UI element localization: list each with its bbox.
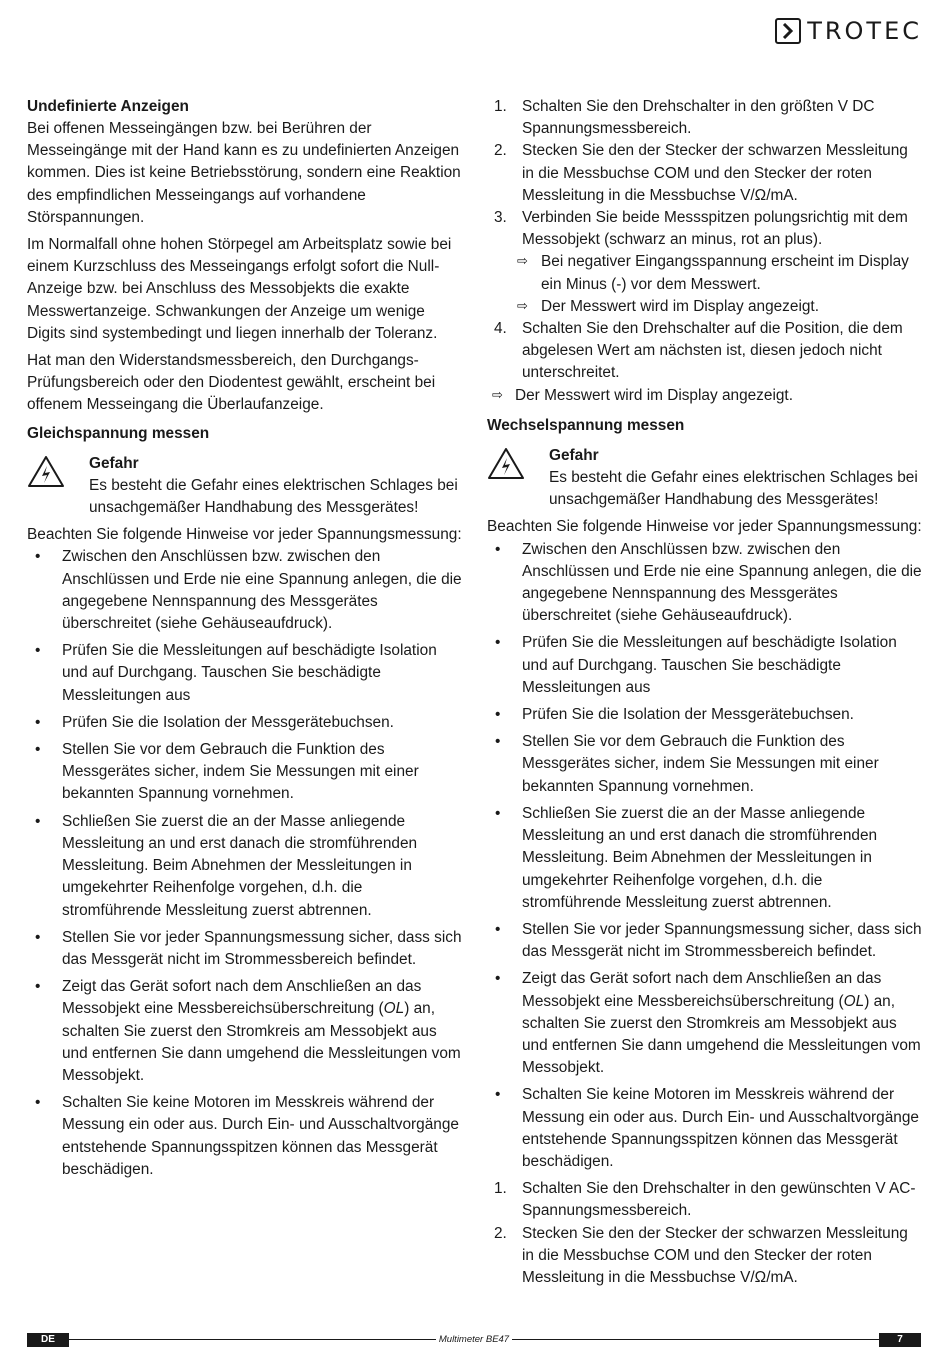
arrow-right-icon: ⇨: [517, 298, 528, 314]
list-item: • Prüfen Sie die Messleitungen auf beschädigte Isolation und auf Durchgang. Tauschen Sie beschädigte Messleitungen aus: [495, 634, 897, 696]
list-item: • Zeigt das Gerät sofort nach dem Anschließen an das Messobjekt eine Messbereichsüberschreitung (OL) an, schalten Sie zuerst den Stromkreis am Messobjekt aus und entfernen Sie dann umgehend die Messleitungen vom Messobjekt.: [35, 978, 461, 1084]
section-heading-dc-voltage: Gleichspannung messen: [27, 424, 210, 442]
result-item: ⇨ Bei negativer Eingangsspannung erscheint im Display ein Minus (-) vor dem Messwert.: [517, 253, 909, 293]
ac-steps-list: [487, 1178, 923, 1289]
bullet-icon: •: [495, 634, 501, 652]
footer-document-title: Multimeter BE47: [436, 1334, 512, 1345]
list-item: • Prüfen Sie die Isolation der Messgerätebuchsen.: [27, 712, 464, 734]
step-item: 2. Stecken Sie den der Stecker der schwarzen Messleitung in die Messbuchse COM und den Stecker der roten Messleitung in die Messbuchse V/Ω/mA.: [494, 1224, 908, 1286]
list-item: • Prüfen Sie die Isolation der Messgerätebuchsen.: [487, 704, 923, 726]
danger-text: Es besteht die Gefahr eines elektrischen Schlages bei unsachgemäßer Handhabung des Messgerätes!: [549, 469, 918, 509]
dc-steps-list: [487, 96, 923, 251]
section-heading-ac-voltage: Wechselspannung messen: [487, 416, 685, 434]
chevron-right-icon: [775, 18, 801, 44]
paragraph: Im Normalfall ohne hohen Störpegel am Arbeitsplatz sowie bei einem Kurzschluss des Messeingangs erfolgt sofort die Null-Anzeige bzw. bei Anschluss des Messobjekts die exakte Messwertanzeige. Schwankungen der Anzeige um wenige Digits sind systembedingt und liegen innerhalb der Toleranz.: [27, 236, 452, 342]
bullet-icon: •: [495, 1086, 501, 1104]
step-item: 2. Stecken Sie den der Stecker der schwarzen Messleitung in die Messbuchse COM und den Stecker der roten Messleitung in die Messbuchse V/Ω/mA.: [494, 142, 908, 204]
step-item: 1. Schalten Sie den Drehschalter in den gewünschten V AC-Spannungsmessbereich.: [494, 1180, 916, 1220]
list-item: • Stellen Sie vor dem Gebrauch die Funktion des Messgerätes sicher, indem Sie Messungen mit einer bekannten Spannung vornehmen.: [35, 741, 419, 803]
footer-language-badge: DE: [27, 1333, 69, 1347]
section-heading-undefined-readings: Undefinierte Anzeigen: [27, 98, 189, 115]
dc-steps-list-continued: [487, 318, 923, 385]
danger-title: Gefahr: [549, 446, 599, 464]
bullet-icon: •: [495, 920, 501, 938]
step-item: 1. Schalten Sie den Drehschalter in den größten V DC Spannungsmessbereich.: [494, 98, 875, 138]
list-item: • Prüfen Sie die Messleitungen auf beschädigte Isolation und auf Durchgang. Tauschen Sie beschädigte Messleitungen aus: [35, 642, 437, 704]
list-item: • Zwischen den Anschlüssen bzw. zwischen den Anschlüssen und Erde nie eine Spannung anlegen, die die angegebene Nennspannung des Messgerätes überschreitet (siehe Gehäuseaufdruck).: [495, 540, 922, 625]
paragraph: Hat man den Widerstandsmessbereich, den Durchgangs-Prüfungsbereich oder den Diodentest gewählt, erscheint bei offenem Messeingang die Überlaufanzeige.: [27, 352, 436, 414]
bullet-list: [487, 539, 923, 1173]
list-item: • Zeigt das Gerät sofort nach dem Anschließen an das Messobjekt eine Messbereichsüberschreitung (OL) an, schalten Sie zuerst den Stromkreis am Messobjekt aus und entfernen Sie dann umgehend die Messleitungen vom Messobjekt.: [495, 970, 921, 1077]
bullet-icon: •: [35, 713, 41, 731]
bullet-icon: •: [495, 540, 501, 558]
bullet-icon: •: [495, 804, 501, 822]
list-item: • Stellen Sie vor jeder Spannungsmessung sicher, dass sich das Messgerät nicht im Strommessbereich befindet.: [495, 920, 922, 961]
list-item: • Stellen Sie vor dem Gebrauch die Funktion des Messgerätes sicher, indem Sie Messungen mit einer bekannten Spannung vornehmen.: [495, 733, 879, 795]
paragraph: Beachten Sie folgende Hinweise vor jeder Spannungsmessung:: [27, 526, 462, 544]
danger-notice: [487, 445, 923, 512]
bullet-list: [27, 546, 464, 1180]
high-voltage-warning-icon: [27, 453, 89, 520]
paragraph: Bei offenen Messeingängen bzw. bei Berühren der Messeingänge mit der Hand kann es zu undefinierten Anzeigen kommen. Dies ist keine Betriebsstörung, sondern eine Reaktion des empfindlichen Messeingangs auf vorhandene Störspannungen.: [27, 120, 461, 226]
bullet-icon: •: [35, 741, 41, 759]
danger-text: Es besteht die Gefahr eines elektrischen Schlages bei unsachgemäßer Handhabung des Messgerätes!: [89, 476, 458, 517]
bullet-icon: •: [35, 812, 41, 830]
final-result: ⇨ Der Messwert wird im Display angezeigt.: [487, 385, 923, 407]
danger-title: Gefahr: [89, 454, 139, 472]
arrow-right-icon: ⇨: [517, 254, 528, 270]
page-footer: [27, 1333, 921, 1347]
bullet-icon: •: [35, 1094, 41, 1112]
right-column: [487, 96, 923, 1289]
step-item: 3. Verbinden Sie beide Messspitzen polungsrichtig mit dem Messobjekt (schwarz an minus, rot an plus).: [494, 209, 908, 249]
bullet-icon: •: [495, 970, 501, 988]
list-item: • Stellen Sie vor jeder Spannungsmessung sicher, dass sich das Messgerät nicht im Strommessbereich befindet.: [35, 928, 462, 968]
list-item: • Schalten Sie keine Motoren im Messkreis während der Messung ein oder aus. Durch Ein- und Ausschaltvorgänge entstehende Spannungsspitzen können das Messgerät beschädigen.: [35, 1094, 459, 1178]
overload-code: OL: [843, 992, 865, 1010]
step-item: 4. Schalten Sie den Drehschalter auf die Position, die dem abgelesen Wert am nächsten ist, diesen jedoch nicht unterschreitet.: [494, 320, 903, 382]
high-voltage-warning-icon: [487, 445, 549, 512]
paragraph: Beachten Sie folgende Hinweise vor jeder Spannungsmessung:: [487, 518, 922, 536]
bullet-icon: •: [495, 733, 501, 751]
logo-text: TROTEC: [807, 17, 922, 45]
bullet-icon: •: [35, 642, 41, 660]
result-item: ⇨ Der Messwert wird im Display angezeigt.: [487, 296, 923, 318]
trotec-logo: [775, 18, 922, 44]
arrow-right-icon: ⇨: [492, 387, 503, 403]
bullet-icon: •: [35, 978, 41, 996]
bullet-icon: •: [495, 706, 501, 724]
bullet-icon: •: [35, 928, 41, 946]
list-item: • Schalten Sie keine Motoren im Messkreis während der Messung ein oder aus. Durch Ein- und Ausschaltvorgänge entstehende Spannungsspitzen können das Messgerät beschädigen.: [495, 1086, 919, 1170]
list-item: • Schließen Sie zuerst die an der Masse anliegende Messleitung an und erst danach die stromführenden Messleitung. Beim Abnehmen der Messleitungen in umgekehrter Reihenfolge vorgehen, d.h. die stromführende Messleitung zuerst abtrennen.: [495, 804, 878, 911]
overload-code: OL: [383, 1000, 405, 1018]
footer-page-number: 7: [879, 1333, 921, 1347]
list-item: • Schließen Sie zuerst die an der Masse anliegende Messleitung an und erst danach die stromführenden Messleitung. Beim Abnehmen der Messleitungen in umgekehrter Reihenfolge vorgehen, d.h. die stromführende Messleitung zuerst abtrennen.: [35, 812, 418, 919]
list-item: • Zwischen den Anschlüssen bzw. zwischen den Anschlüssen und Erde nie eine Spannung anlegen, die die angegebene Nennspannung des Messgerätes überschreitet (siehe Gehäuseaufdruck).: [35, 548, 462, 633]
bullet-icon: •: [35, 548, 41, 566]
left-column: [27, 96, 464, 1186]
danger-notice: [27, 453, 464, 520]
